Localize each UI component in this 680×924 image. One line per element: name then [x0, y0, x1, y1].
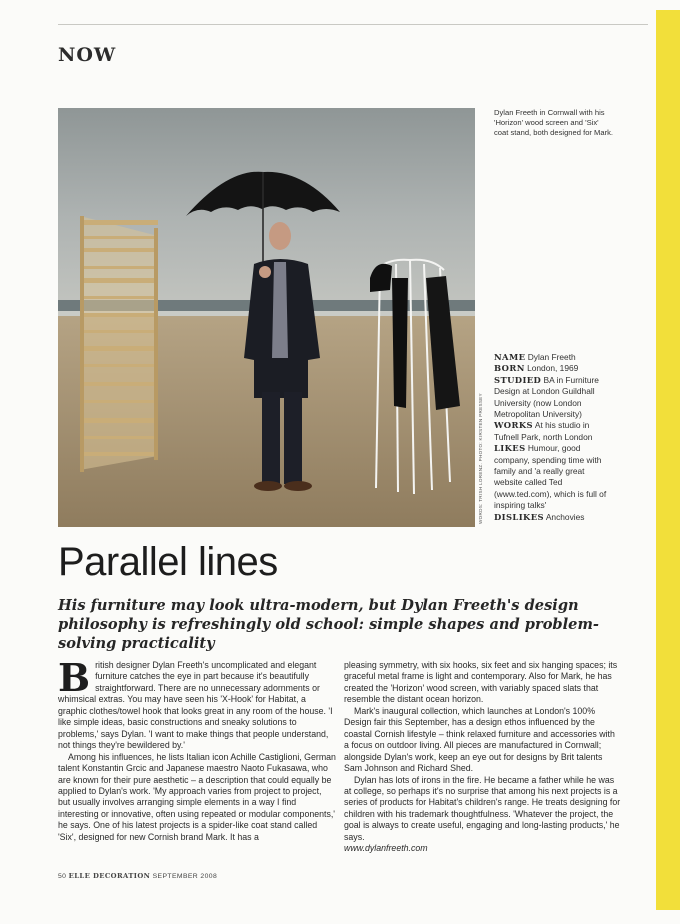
profile-value: At his studio in Tufnell Park, north London — [494, 420, 593, 442]
photo-caption: Dylan Freeth in Cornwall with his 'Horizon' wood screen and 'Six' coat stand, both designed for Mark. — [494, 108, 614, 137]
top-rule — [58, 24, 648, 25]
designer-website[interactable]: www.dylanfreeth.com — [344, 843, 428, 854]
body-paragraph: Mark's inaugural collection, which launches at London's 100% Design fair this September, has a design ethos influenced by the coastal Cornish lifestyle – think relaxed furniture and accessories with a focus on outdoor living. All pieces are manufactured in Cornwall; alongside Dylan's work, keep an eye out for designs by Brit talents Sam Johnson and Richard Shed. — [344, 705, 615, 774]
page-edge-strip — [656, 10, 680, 910]
body-column-left — [58, 655, 336, 843]
body-paragraph: pleasing symmetry, with six hooks, six feet and six hanging spaces; its graceful metal frame is light and contemporary. Also for Mark, he has created the 'Horizon' wood screen, with variably spaced slats that resemble the distant ocean horizon. — [344, 660, 618, 705]
body-paragraph: British designer Dylan Freeth's uncomplicated and elegant furniture catches the eye in part because it's beautifully straightforward. There are no unnecessary adornments or whimsical extras. You may have seen his 'X-Hook' for Habitat, a graphic clothes/towel hook that looks great in any room of the house. 'I like simple ideas, basic constructions and sneaky solutions to problems,' says Dylan. 'I want to make things that people understand, not things they're bewildered by.' — [58, 655, 333, 751]
page-number: 50 — [58, 873, 67, 880]
profile-label: LIKES — [494, 443, 526, 454]
profile-label: BORN — [494, 363, 525, 374]
section-tag: NOW — [58, 44, 117, 66]
profile-entry — [494, 375, 614, 421]
profile-entry — [494, 363, 614, 374]
body-column-right — [344, 660, 622, 855]
photo-credit: WORDS: TRISH LORENZ. PHOTO: KIRSTEN PRESSEY — [478, 393, 483, 524]
profile-entry — [494, 443, 614, 511]
page-footer — [58, 872, 217, 880]
drop-cap: B — [58, 655, 91, 700]
profile-value: Anchovies — [545, 511, 585, 522]
profile-value: London, 1969 — [527, 363, 579, 374]
profile-entry — [494, 420, 614, 443]
magazine-brand: ELLE DECORATION — [68, 872, 151, 880]
issue-date: SEPTEMBER 2008 — [152, 873, 218, 880]
profile-label: DISLIKES — [494, 511, 544, 522]
article-headline: Parallel lines — [58, 540, 278, 584]
designer-profile — [494, 352, 614, 523]
profile-entry — [494, 352, 614, 363]
profile-label: STUDIED — [494, 374, 542, 385]
profile-value: Dylan Freeth — [527, 352, 576, 362]
article-standfirst: His furniture may look ultra-modern, but Dylan Freeth's design philosophy is refreshingly old school: simple shapes and problem-solving practicality — [58, 597, 599, 652]
profile-value: BA in Furniture Design at London Guildhall University (now London Metropolitan University) — [494, 374, 599, 420]
horizon-screen — [80, 216, 158, 472]
body-paragraph: Among his influences, he lists Italian icon Achille Castiglioni, German talent Konstantin Grcic and Japanese maestro Naoto Fukasawa, who are known for their pure aesthetic – a description that could equally be applied to Dylan's work. 'My approach varies from project to project, but usually involves arranging simple elements in a way I find interesting or innovative, often using repeated or modular components,' he says. One of his latest projects is a spider-like coat stand called 'Six', designed for new Cornish brand Mark. It has a — [58, 751, 336, 842]
profile-value: Humour, good company, spending time with family and 'a really great website called Ted (www.ted.com), which is full of inspiring talks' — [494, 443, 607, 511]
feature-photo — [58, 108, 475, 527]
profile-entry — [494, 512, 614, 523]
profile-label: WORKS — [494, 420, 533, 431]
body-paragraph: Dylan has lots of irons in the fire. He became a father while he was at college, so perhaps it's no surprise that among his next projects is a series of products for Habitat's children's range. He treats designing for children with his trademark thoughtfulness. 'Whatever the project, the goal is always to create useful, engaging and long-lasting products,' he says. — [344, 774, 621, 842]
profile-label: NAME — [494, 352, 526, 362]
